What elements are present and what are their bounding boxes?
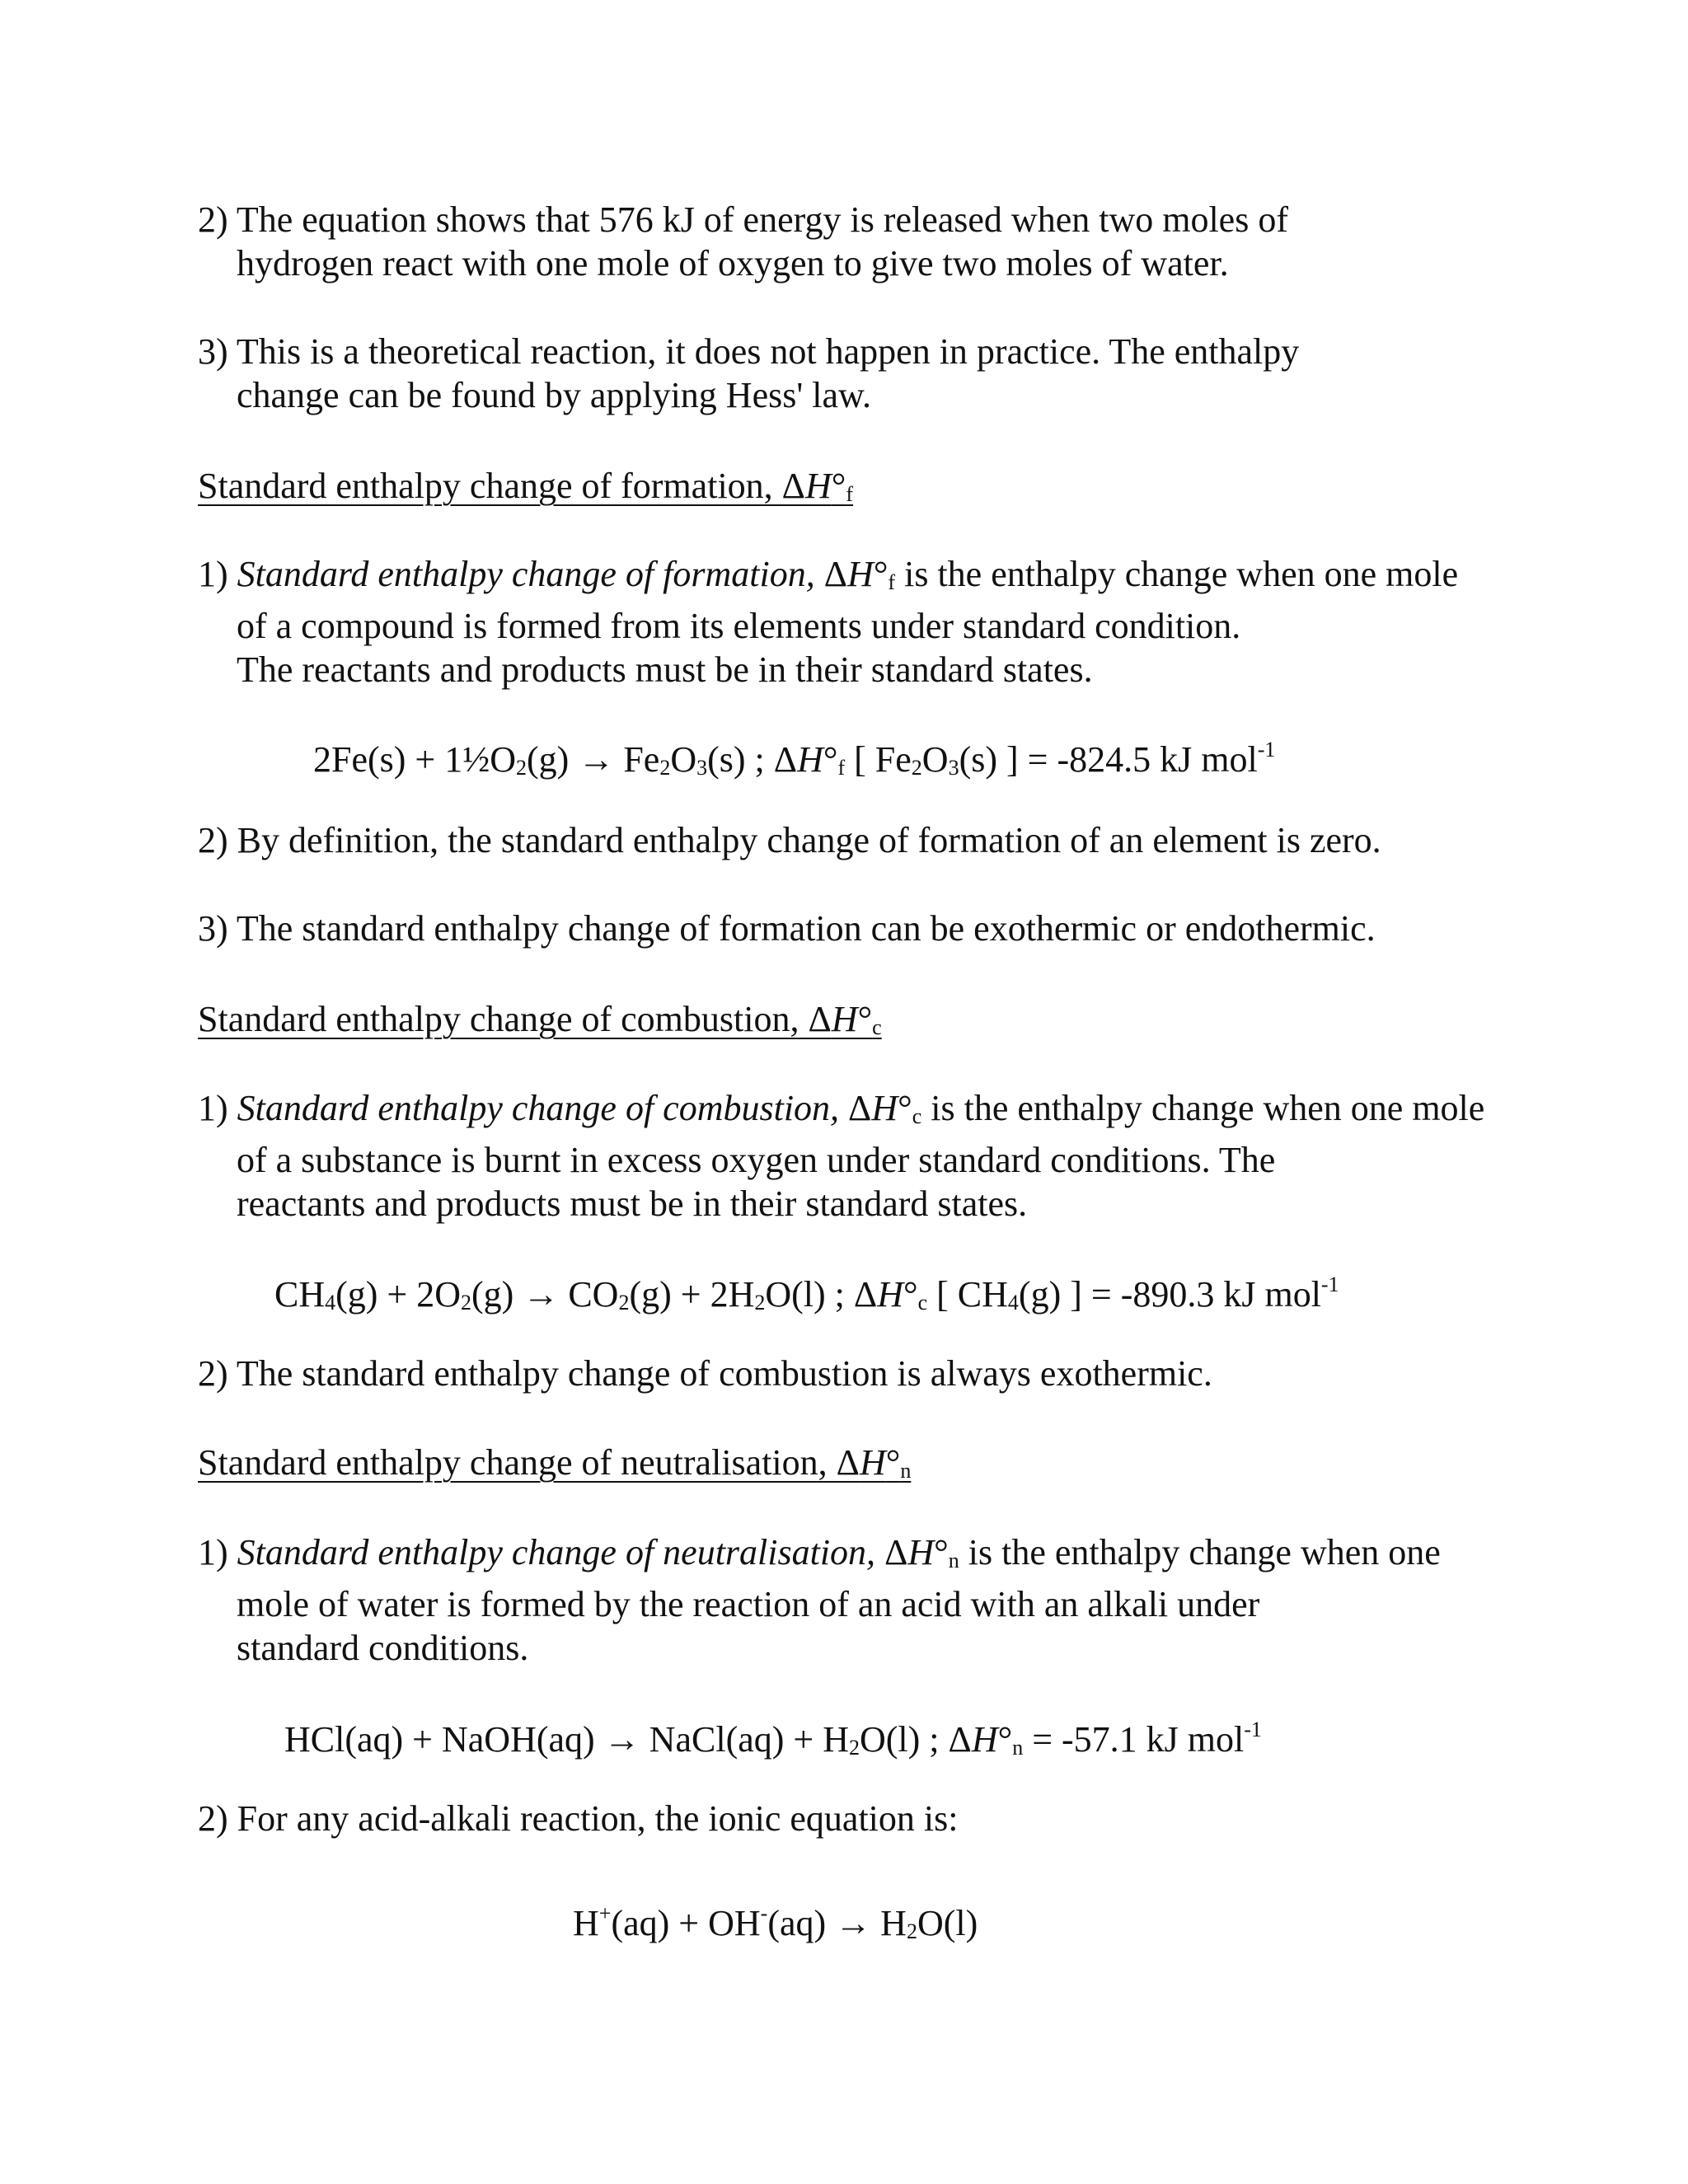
text-line: 1) Standard enthalpy change of combustion, ΔH°c is the enthalpy change when one mole	[198, 1088, 1485, 1128]
heading-formation	[198, 464, 853, 516]
equation-formation: 2Fe(s) + 1½O2(g) → Fe2O3(s) ; ΔH°f [ Fe2O3(s) ] = -824.5 kJ mol$^{-1}$	[313, 738, 1276, 780]
paragraph-combustion-exothermic	[198, 1352, 1550, 1395]
paragraph-formation-definition	[198, 552, 1550, 691]
paragraph-combustion-definition	[198, 1086, 1550, 1226]
text-line: 3) This is a theoretical reaction, it does not happen in practice. The enthalpy	[198, 331, 1300, 372]
heading-combustion	[198, 997, 882, 1049]
equation-ionic: H+(aq) + OH-(aq) → H2O(l)	[573, 1901, 978, 1943]
heading-underlined-text: Standard enthalpy change of combustion, ΔH°c	[198, 999, 882, 1039]
heading-neutralisation	[198, 1441, 911, 1493]
text-line: 1) Standard enthalpy change of formation, ΔH°f is the enthalpy change when one mole	[198, 554, 1459, 594]
paragraph-ionic-equation-intro	[198, 1797, 1550, 1840]
equation-neutralisation: HCl(aq) + NaOH(aq) → NaCl(aq) + H2O(l) ; ΔH°n = -57.1 kJ mol$^{-1}$	[284, 1718, 1262, 1760]
text-line: of a substance is burnt in excess oxygen under standard conditions. The	[237, 1140, 1276, 1180]
paragraph-formation-element-zero	[198, 818, 1550, 862]
heading-underlined-text: Standard enthalpy change of neutralisation, ΔH°n	[198, 1442, 912, 1483]
paragraph-neutralisation-definition	[198, 1530, 1550, 1670]
text-line: mole of water is formed by the reaction of an acid with an alkali under	[237, 1584, 1260, 1624]
equation-combustion: CH4(g) + 2O2(g) → CO2(g) + 2H2O(l) ; ΔH°c [ CH4(g) ] = -890.3 kJ mol$^{-1}$	[274, 1272, 1339, 1315]
text-line: standard conditions.	[237, 1628, 529, 1668]
text-line: 3) The standard enthalpy change of formation can be exothermic or endothermic.	[198, 908, 1376, 949]
text-line: 2) The standard enthalpy change of combustion is always exothermic.	[198, 1353, 1212, 1394]
text-line: 2) For any acid-alkali reaction, the ionic equation is:	[198, 1798, 959, 1839]
heading-underlined-text: Standard enthalpy change of formation, ΔH°f	[198, 466, 854, 506]
text-line: 2) By definition, the standard enthalpy change of formation of an element is zero.	[198, 820, 1381, 860]
text-line: The reactants and products must be in their standard states.	[237, 649, 1093, 690]
text-line: hydrogen react with one mole of oxygen to give two moles of water.	[237, 243, 1229, 284]
text-line: change can be found by applying Hess' law.	[237, 375, 871, 415]
paragraph-formation-exo-endo	[198, 907, 1550, 950]
paragraph-theoretical-reaction	[198, 330, 1550, 417]
paragraph-energy-released	[198, 198, 1550, 285]
text-line: reactants and products must be in their standard states.	[237, 1183, 1028, 1224]
text-line: of a compound is formed from its elements under standard condition.	[237, 606, 1241, 646]
text-line: 2) The equation shows that 576 kJ of energy is released when two moles of	[198, 199, 1288, 240]
text-line: 1) Standard enthalpy change of neutralisation, ΔH°n is the enthalpy change when one	[198, 1532, 1441, 1572]
